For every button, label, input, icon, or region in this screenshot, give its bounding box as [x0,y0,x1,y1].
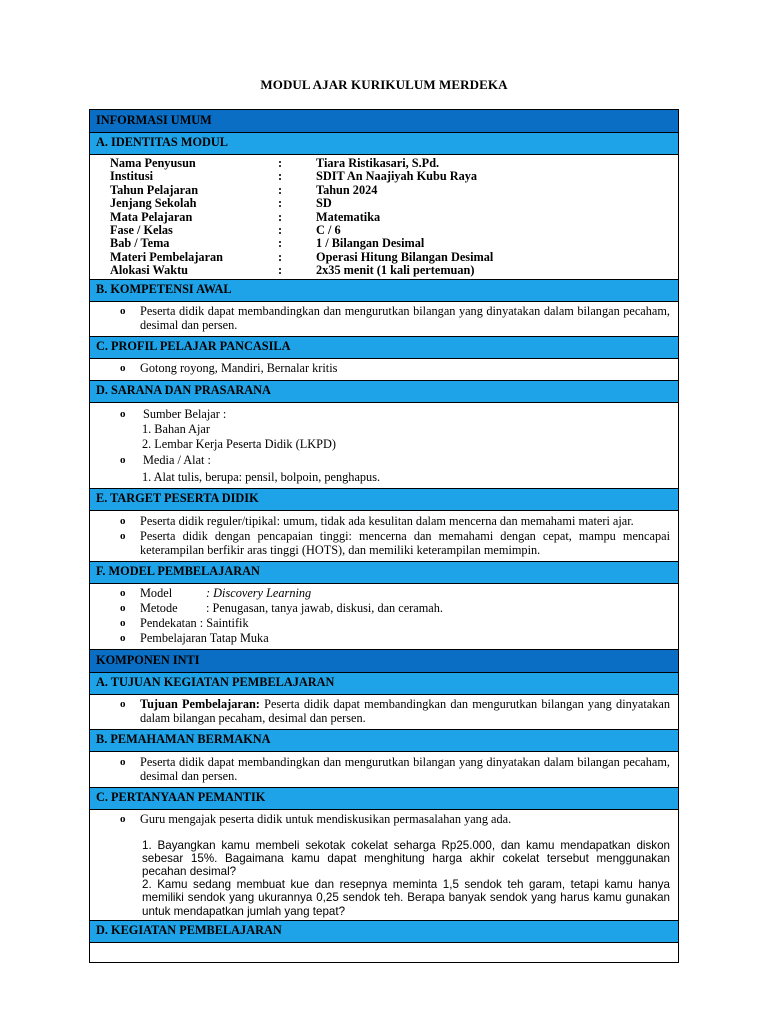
section-komponen-inti: KOMPONEN INTI [90,650,678,673]
list-item [90,616,678,631]
target-text: Peserta didik reguler/tipikal: umum, tidak ada kesulitan dalam mencerna dan memahami materi ajar. [140,513,634,528]
document-title: MODUL AJAR KURIKULUM MERDEKA [260,77,508,92]
identitas-key: Fase / Kelas [110,223,173,238]
sumber-item: 1. Bahan Ajar [142,421,210,436]
metode-label: Metode [140,600,178,615]
list-item [90,697,678,726]
bullet-icon: o [120,697,126,710]
model-label: Model [140,585,173,600]
header-model-pembelajaran: F. MODEL PEMBELAJARAN [90,562,678,584]
identitas-key: Alokasi Waktu [110,263,189,278]
list-item [90,812,678,827]
identitas-value: Matematika [316,209,381,224]
identitas-value: Tiara Ristikasari, S.Pd. [316,156,440,170]
identitas-sep: : [278,223,283,238]
identitas-sep: : [278,156,283,170]
identitas-value: 1 / Bilangan Desimal [316,236,425,251]
pertanyaan-q2: 2. Kamu sedang membuat kue dan resepnya meminta 1,5 sendok teh garam, tetapi kamu hanya memiliki sendok yang ukurannya 0,25 sendok teh. Berapa banyak sendok yang harus kamu gunakan untuk mendapatkan jumlah yang tepat? [142,878,670,918]
identitas-row [110,170,678,183]
pemahaman-cell [90,752,678,788]
header-identitas-modul: A. IDENTITAS MODUL [90,133,678,155]
identitas-table [90,155,678,280]
identitas-row [110,251,678,264]
header-tujuan-kegiatan: A. TUJUAN KEGIATAN PEMBELAJARAN [90,673,678,695]
identitas-key: Jenjang Sekolah [110,196,197,211]
bullet-icon: o [120,812,126,825]
identitas-value: SD [316,196,332,211]
pertanyaan-intro: Guru mengajak peserta didik untuk mendiskusikan permasalahan yang ada. [140,811,512,826]
tujuan-text: Peserta didik dapat membandingkan dan mengurutkan bilangan yang dinyatakan dalam bilangan pecaham, desimal dan persen. [140,696,670,726]
bullet-icon: o [120,407,126,420]
sumber-label: Sumber Belajar : [143,406,227,421]
bullet-icon: o [120,361,126,374]
identitas-key: Tahun Pelajaran [110,182,199,197]
list-item [90,304,678,333]
header-target-peserta: E. TARGET PESERTA DIDIK [90,489,678,511]
list-item [90,361,678,376]
bullet-icon: o [120,755,126,768]
header-kompetensi-awal: B. KOMPETENSI AWAL [90,280,678,302]
identitas-value: Operasi Hitung Bilangan Desimal [316,249,494,264]
profil-cell [90,359,678,381]
bullet-icon: o [120,616,126,629]
section-informasi-umum: INFORMASI UMUM [90,110,678,133]
identitas-row [110,197,678,210]
bullet-icon: o [120,529,126,542]
identitas-key: Nama Penyusun [110,156,196,170]
sarana-cell [90,403,678,489]
header-pemahaman-bermakna: B. PEMAHAMAN BERMAKNA [90,730,678,752]
identitas-row [110,264,678,277]
header-pertanyaan-pemantik: C. PERTANYAAN PEMANTIK [90,788,678,810]
sumber-item: 2. Lembar Kerja Peserta Didik (LKPD) [142,436,336,451]
bullet-icon: o [120,631,126,644]
identitas-sep: : [278,196,283,211]
identitas-value: SDIT An Naajiyah Kubu Raya [316,169,478,184]
bullet-icon: o [120,601,126,614]
tujuan-label: Tujuan Pembelajaran: [140,696,260,711]
identitas-key: Institusi [110,169,154,184]
media-label: Media / Alat : [143,452,211,467]
list-item [90,514,678,529]
header-kegiatan-pembelajaran: D. KEGIATAN PEMBELAJARAN [90,921,678,943]
list-item [90,453,678,468]
identitas-sep: : [278,209,283,224]
pemahaman-text: Peserta didik dapat membandingkan dan mengurutkan bilangan yang dinyatakan dalam bilangan pecaham, desimal dan persen. [140,754,670,784]
kompetensi-text: Peserta didik dapat membandingkan dan mengurutkan bilangan yang dinyatakan dalam bilangan pecaham, desimal dan persen. [140,303,670,333]
identitas-sep: : [278,182,283,197]
identitas-row [110,224,678,237]
identitas-sep: : [278,263,283,278]
list-item [90,407,678,422]
bullet-icon: o [120,514,126,527]
identitas-key: Bab / Tema [110,236,170,251]
pertanyaan-q1: 1. Bayangkan kamu membeli sekotak cokelat seharga Rp25.000, dan kamu mendapatkan diskon sebesar 15%. Bagaimana kamu dapat menghitung harga akhir cokelat tersebut menggunakan pecahan desimal? [142,838,670,879]
identitas-row [110,157,678,170]
identitas-value: 2x35 menit (1 kali pertemuan) [316,263,475,278]
metode-value: : Penugasan, tanya jawab, diskusi, dan ceramah. [206,600,443,615]
profil-text: Gotong royong, Mandiri, Bernalar kritis [140,360,338,375]
list-item [90,586,678,601]
model-value: : Discovery Learning [206,585,312,600]
identitas-value: Tahun 2024 [316,182,378,197]
identitas-key: Materi Pembelajaran [110,249,224,264]
list-item [90,601,678,616]
identitas-sep: : [278,169,283,184]
pendekatan-text: Pendekatan : Saintifik [140,615,249,630]
kompetensi-cell [90,302,678,337]
bullet-icon: o [120,453,126,466]
target-text: Peserta didik dengan pencapaian tinggi: mencerna dan memahami dengan cepat, mampu mencapai keterampilan berfikir aras tinggi (HOTS), dan memiliki keterampilan memimpin. [140,528,670,558]
media-item: 1. Alat tulis, berupa: pensil, bolpoin, penghapus. [142,469,381,484]
identitas-row [110,237,678,250]
identitas-row [110,211,678,224]
pertanyaan-cell [90,810,678,921]
model-cell [90,584,678,650]
kegiatan-cell [90,943,678,962]
bullet-icon: o [120,304,126,317]
identitas-sep: : [278,236,283,251]
target-cell [90,511,678,562]
tujuan-cell [90,695,678,730]
identitas-row [110,184,678,197]
list-item [90,529,678,558]
header-profil-pelajar: C. PROFIL PELAJAR PANCASILA [90,337,678,359]
list-item [90,755,678,784]
identitas-key: Mata Pelajaran [110,209,193,224]
tatap-muka-text: Pembelajaran Tatap Muka [140,630,269,645]
bullet-icon: o [120,586,126,599]
header-sarana-prasarana: D. SARANA DAN PRASARANA [90,381,678,403]
module-table [89,109,679,963]
identitas-value: C / 6 [316,223,341,238]
list-item [90,631,678,646]
identitas-sep: : [278,249,283,264]
